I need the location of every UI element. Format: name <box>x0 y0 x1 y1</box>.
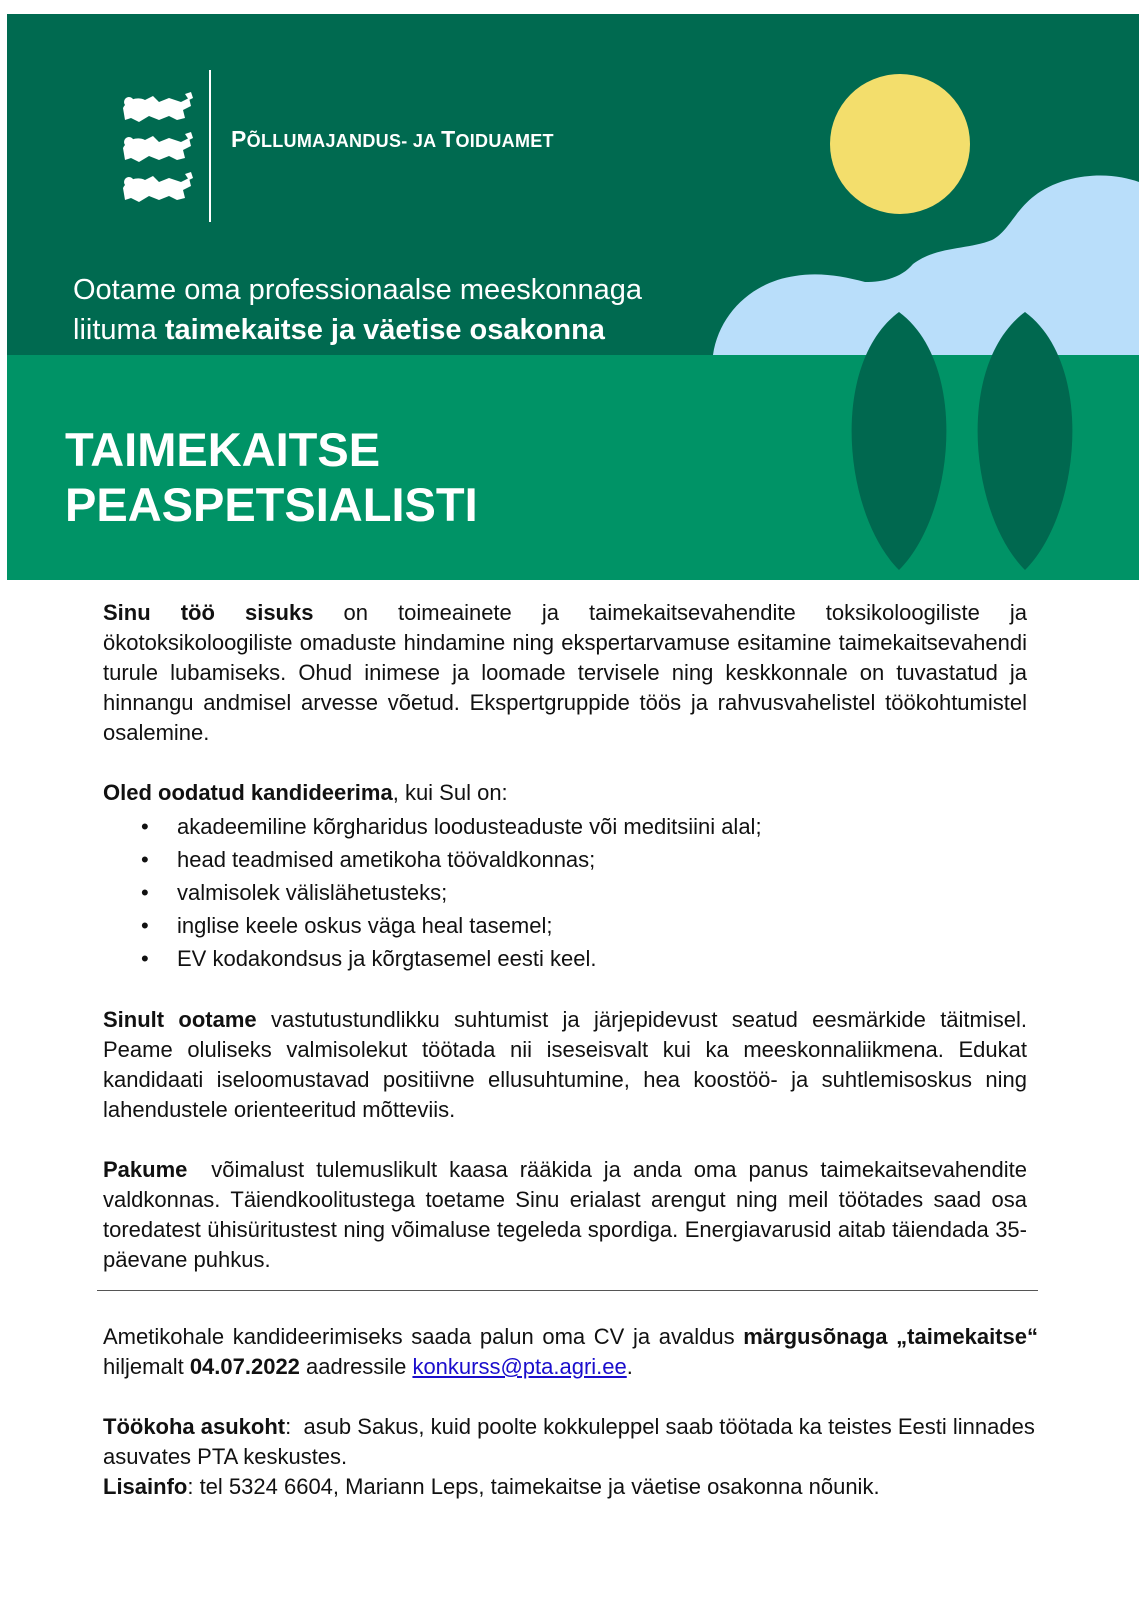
position-title-line-2: PEASPETSIALISTI <box>65 478 478 531</box>
expectations-lead: Sinult ootame <box>103 1007 257 1032</box>
location-text: : asub Sakus, kuid poolte kokkuleppel saab töötada ka teistes Eesti linnades asuvates PTA keskustes. <box>103 1414 1041 1469</box>
offer-paragraph <box>103 1155 1034 1275</box>
expectations-paragraph <box>103 1005 1027 1125</box>
application-text: . <box>626 1354 633 1379</box>
info-text: : tel 5324 6604, Mariann Leps, taimekaitse ja väetise osakonna nõunik. <box>187 1474 880 1499</box>
invite-text <box>73 270 642 350</box>
info-label: Lisainfo <box>103 1474 188 1499</box>
work-paragraph <box>103 598 1027 748</box>
agency-name-part: P <box>231 126 247 152</box>
agency-name <box>231 126 554 153</box>
keyword: märgusõnaga „taimekaitse“ <box>743 1324 1038 1349</box>
application-info <box>103 1322 1041 1502</box>
lion-icon <box>123 132 193 162</box>
list-item: • valmisolek välislähetusteks; <box>103 876 1027 909</box>
offer-lead: Pakume <box>103 1157 188 1182</box>
list-item: • akadeemiline kõrgharidus loodusteaduste või meditsiini alal; <box>103 810 1027 843</box>
position-title <box>65 422 478 532</box>
info-paragraph <box>103 1472 1038 1502</box>
application-paragraph <box>103 1322 1038 1382</box>
location-paragraph <box>103 1412 1041 1472</box>
email-link[interactable]: konkurss@pta.agri.ee <box>412 1354 627 1379</box>
deadline: 04.07.2022 <box>189 1354 300 1379</box>
application-text: Ametikohale kandideerimiseks saada palun oma CV ja avaldus <box>103 1324 744 1349</box>
application-text: aadressile <box>299 1354 413 1379</box>
offer-text: võimalust tulemuslikult kaasa rääkida ja anda oma panus taimekaitsevahendite valdkonnas. Täiendkoolitustega toetame Sinu erialast arengut ning meil töötades saad osa toredatest ühisüritustest ning võimaluse tegeleda spordiga. Energiavarusid aitab täiendada 35-päevane puhkus. <box>103 1157 1034 1272</box>
logo-divider <box>209 70 211 222</box>
requirements-intro <box>103 778 1027 808</box>
invite-line-1: Ootame oma professionaalse meeskonnaga <box>73 274 643 306</box>
sun-icon <box>830 74 970 214</box>
agency-name-part: ÕLLUMAJANDUS- <box>246 131 408 151</box>
expectations-text: vastutustundlikku suhtumist ja järjepidevust seatud eesmärkide täitmisel. Peame oluliseks valmisolekut töötada nii iseseisvalt kui ka meeskonnaliikmena. Edukat kandidaati iseloomustavad positiivne ellusuhtumine, hea koostöö- ja suhtlemisoskus ning lahendustele orienteeritud mõtteviis. <box>103 1007 1027 1122</box>
agency-name-part: JA <box>407 131 442 151</box>
lion-icon <box>123 172 193 202</box>
lion-icon <box>123 92 193 122</box>
agency-name-part: T <box>441 126 456 152</box>
section-divider <box>97 1290 1038 1291</box>
requirements-lead: Oled oodatud kandideerima <box>103 780 393 805</box>
list-item: • inglise keele oskus väga heal tasemel; <box>103 909 1027 942</box>
invite-plain: liituma <box>73 314 165 346</box>
work-lead: Sinu töö sisuks <box>103 600 314 625</box>
job-description <box>103 598 1034 1275</box>
coat-of-arms-icon <box>119 90 195 208</box>
application-text: hiljemalt <box>103 1354 190 1379</box>
list-item: • EV kodakondsus ja kõrgtasemel eesti keel. <box>103 942 1027 975</box>
location-label: Töökoha asukoht <box>103 1414 286 1439</box>
work-text: on toimeainete ja taimekaitsevahendite toksikoloogiliste ja ökotoksikoloogiliste omaduste hindamine ning ekspertarvamuse esitamine taimekaitsevahendi turule lubamiseks. Ohud inimese ja loomade tervisele ning keskkonnale on tuvastatud ja hinnangu andmisel arvesse võetud. Ekspertgruppide töös ja rahvusvahelistel töökohtumistel osalemine. <box>103 600 1027 745</box>
requirements-text: , kui Sul on: <box>392 780 508 805</box>
position-title-line-1: TAIMEKAITSE <box>65 423 381 476</box>
department-name: taimekaitse ja väetise osakonna <box>164 314 605 346</box>
agency-name-part: OIDUAMET <box>455 131 554 151</box>
requirements-list <box>103 810 1027 975</box>
invite-line-2 <box>73 310 642 350</box>
list-item: • head teadmised ametikoha töövaldkonnas; <box>103 843 1027 876</box>
header-banner <box>7 14 1139 580</box>
